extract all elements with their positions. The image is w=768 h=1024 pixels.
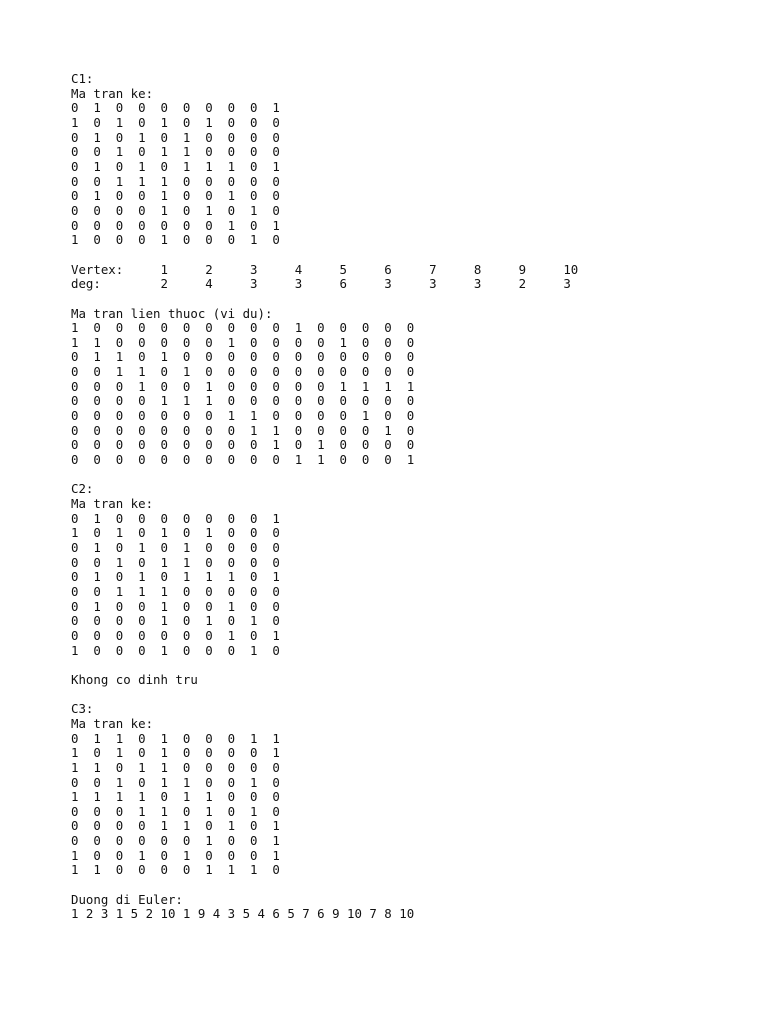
text-line: 0 1 0 1 0 1 0 0 0 0 <box>71 540 280 555</box>
text-line: 0 1 0 1 0 1 1 1 0 1 <box>71 158 280 174</box>
text-line: 0 0 1 0 1 1 0 0 1 0 <box>71 774 280 790</box>
text-line: 0 1 0 1 0 1 1 1 0 1 <box>71 569 280 585</box>
text-line: 0 0 0 0 1 1 1 0 0 0 0 0 0 0 0 0 <box>71 393 415 409</box>
text-line: Ma tran ke: <box>71 715 154 731</box>
text-line: 0 1 0 0 1 0 0 1 0 0 <box>71 598 280 614</box>
text-line: 0 1 1 0 1 0 0 0 1 1 <box>71 730 280 746</box>
text-line: 0 0 0 0 0 0 0 1 0 1 <box>71 217 280 233</box>
text-line: 0 0 0 0 0 0 0 1 0 1 <box>71 627 280 643</box>
text-line: 1 1 0 0 0 0 0 1 0 0 0 0 1 0 0 0 <box>71 334 415 350</box>
text-line: 0 0 0 0 1 1 0 1 0 1 <box>71 818 280 834</box>
text-line: Ma tran ke: <box>71 85 154 101</box>
text-line: 0 0 0 0 0 0 1 0 0 1 <box>71 833 280 849</box>
text-line: 1 1 0 1 1 0 0 0 0 0 <box>71 759 280 775</box>
text-line: 0 0 0 0 0 0 0 0 0 0 1 1 0 0 0 1 <box>71 452 415 468</box>
text-line: 1 0 0 0 0 0 0 0 0 0 1 0 0 0 0 0 <box>71 320 415 336</box>
text-line: 0 0 0 0 0 0 0 1 1 0 0 0 0 1 0 0 <box>71 408 415 424</box>
text-line: C3: <box>71 701 94 717</box>
text-line: Vertex: 1 2 3 4 5 6 7 8 9 10 <box>71 261 579 277</box>
text-line: 0 0 1 1 0 1 0 0 0 0 0 0 0 0 0 0 <box>71 364 415 380</box>
text-line: 1 1 1 1 0 1 1 0 0 0 <box>71 789 280 805</box>
text-line: 1 0 1 0 1 0 1 0 0 0 <box>71 114 280 130</box>
text-line: Duong di Euler: <box>71 891 183 907</box>
text-line: C2: <box>71 481 94 497</box>
text-line: 0 1 0 0 0 0 0 0 0 1 <box>71 100 280 116</box>
text-line: 0 0 0 1 1 0 1 0 1 0 <box>71 803 280 819</box>
text-line: 0 0 1 1 1 0 0 0 0 0 <box>71 583 280 599</box>
text-line: Khong co dinh tru <box>71 671 198 687</box>
text-line: 1 0 1 0 1 0 1 0 0 0 <box>71 525 280 541</box>
text-line: 0 0 1 1 1 0 0 0 0 0 <box>71 173 280 189</box>
text-line: 0 1 0 1 0 1 0 0 0 0 <box>71 129 280 145</box>
text-line: 1 0 0 0 1 0 0 0 1 0 <box>71 642 280 658</box>
blank-line <box>71 292 748 307</box>
text-line: 0 0 1 0 1 1 0 0 0 0 <box>71 144 280 160</box>
text-line: deg: 2 4 3 3 6 3 3 3 2 3 <box>71 276 571 292</box>
blank-line <box>71 878 748 893</box>
blank-line <box>71 248 748 263</box>
blank-line <box>71 658 748 673</box>
blank-line <box>71 688 748 703</box>
blank-line <box>71 468 748 483</box>
text-line: C1: <box>71 71 94 86</box>
text-line: Ma tran lien thuoc (vi du): <box>71 305 273 321</box>
text-line: 0 0 0 0 0 0 0 0 1 1 0 0 0 0 1 0 <box>71 422 415 438</box>
text-line: 1 0 0 1 0 1 0 0 0 1 <box>71 847 280 863</box>
text-line: 1 2 3 1 5 2 10 1 9 4 3 5 4 6 5 7 6 9 10 7 8 10 <box>71 906 415 922</box>
text-line: 0 1 1 0 1 0 0 0 0 0 0 0 0 0 0 0 <box>71 349 415 365</box>
text-line: 0 0 0 0 0 0 0 0 0 1 0 1 0 0 0 0 <box>71 437 415 453</box>
text-line: 0 1 0 0 0 0 0 0 0 1 <box>71 510 280 526</box>
document-body <box>71 72 748 922</box>
text-line: 1 0 1 0 1 0 0 0 0 1 <box>71 745 280 761</box>
text-line: Ma tran ke: <box>71 496 154 512</box>
text-line: 0 0 1 0 1 1 0 0 0 0 <box>71 554 280 570</box>
text-line: 0 0 0 0 1 0 1 0 1 0 <box>71 202 280 218</box>
text-line: 0 0 0 1 0 0 1 0 0 0 0 0 1 1 1 1 <box>71 378 415 394</box>
text-line: 1 0 0 0 1 0 0 0 1 0 <box>71 232 280 248</box>
text-line: 0 0 0 0 1 0 1 0 1 0 <box>71 613 280 629</box>
text-line: 1 1 0 0 0 0 1 1 1 0 <box>71 862 280 878</box>
text-line: 0 1 0 0 1 0 0 1 0 0 <box>71 188 280 204</box>
